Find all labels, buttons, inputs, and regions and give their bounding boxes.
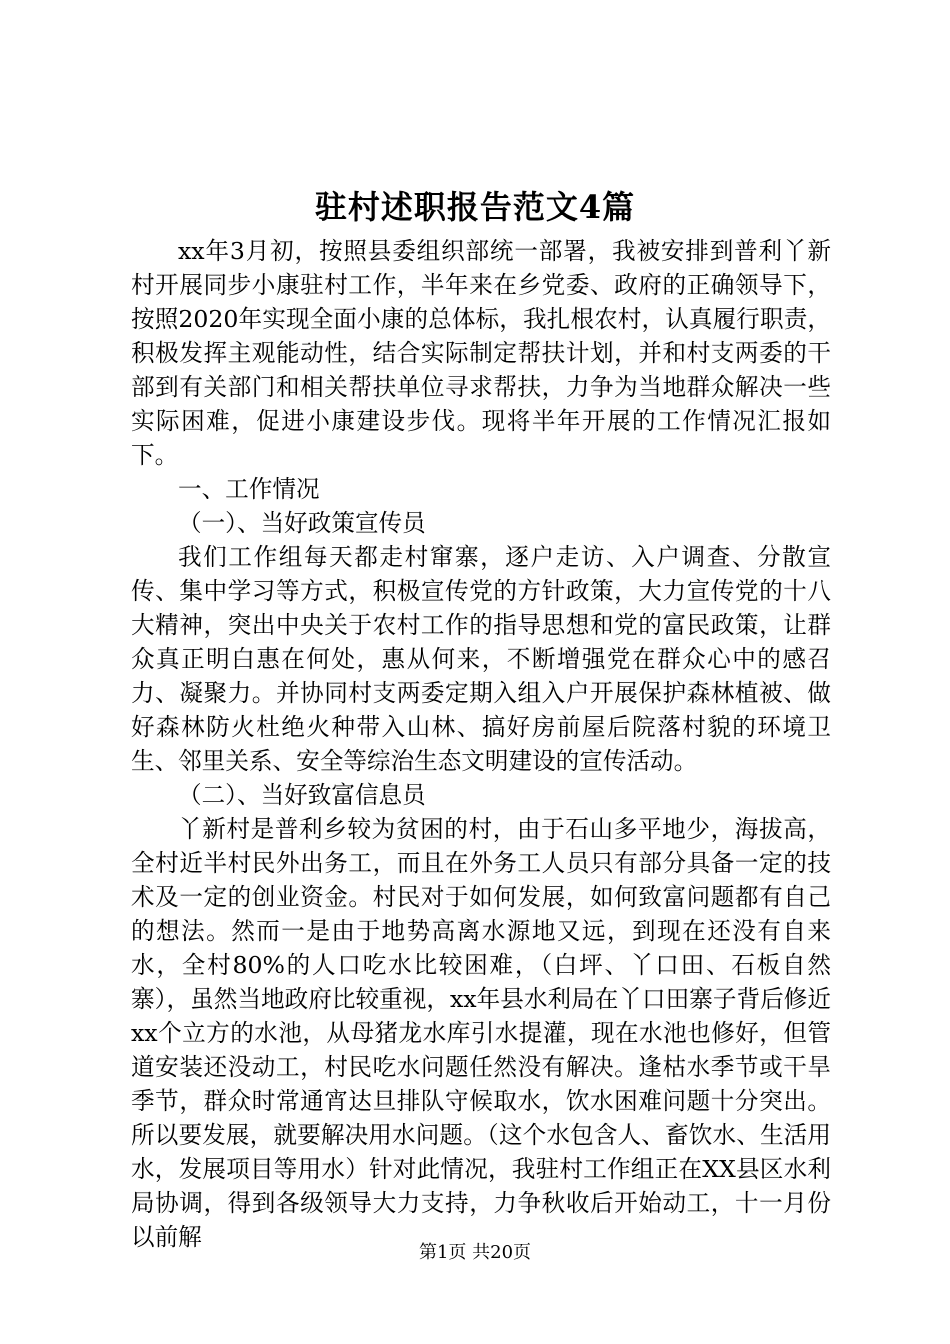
subsection-heading-policy-publicist: （一）、当好政策宣传员 xyxy=(178,509,426,537)
intro-paragraph: xx年3月初，按照县委组织部统一部署，我被安排到普利丫新村开展同步小康驻村工作，半年来在乡党委、政府的正确领导下，按照2020年实现全面小康的总体标，我扎根农村，认真履行职责，积极发挥主观能动性，结合实际制定帮扶计划，并和村支两委的干部到有关部门和相关帮扶单位寻求帮扶，力争为当地群众解决一些实际困难，促进小康建设步伐。现将半年开展的工作情况汇报如下。 xyxy=(131,237,831,469)
subsection-heading-wealth-informant: （二）、当好致富信息员 xyxy=(178,781,426,809)
document-body xyxy=(131,234,831,1254)
section-heading-work-status: 一、工作情况 xyxy=(178,475,320,503)
policy-publicist-paragraph: 我们工作组每天都走村窜寨，逐户走访、入户调查、分散宣传、集中学习等方式，积极宣传党的方针政策，大力宣传党的十八大精神，突出中央关于农村工作的指导思想和党的富民政策，让群众真正明白惠在何处，惠从何来，不断增强党在群众心中的感召力、凝聚力。并协同村支两委定期入组入户开展保护森林植被、做好森林防火杜绝火种带入山林、搞好房前屋后院落村貌的环境卫生、邻里关系、安全等综治生态文明建设的宣传活动。 xyxy=(131,543,831,775)
wealth-informant-paragraph: 丫新村是普利乡较为贫困的村，由于石山多平地少，海拔高，全村近半村民外出务工，而且在外务工人员只有部分具备一定的技术及一定的创业资金。村民对于如何发展，如何致富问题都有自己的想法。然而一是由于地势高离水源地又远，到现在还没有自来水，全村80%的人口吃水比较困难，（白坪、丫口田、石板自然寨），虽然当地政府比较重视，xx年县水利局在丫口田寨子背后修近xx个立方的水池，从母猪龙水库引水提灌，现在水池也修好，但管道安装还没动工，村民吃水问题任然没有解决。逢枯水季节或干旱季节，群众时常通宵达旦排队守候取水，饮水困难问题十分突出。所以要发展，就要解决用水问题。（这个水包含人、畜饮水、生活用水，发展项目等用水）针对此情况，我驻村工作组正在XX县区水利局协调，得到各级领导大力支持，力争秋收后开始动工，十一月份以前解 xyxy=(131,815,831,1251)
page-number-footer: 第1页 共20页 xyxy=(418,1242,532,1263)
document-title: 驻村述职报告范文4篇 xyxy=(314,188,636,226)
